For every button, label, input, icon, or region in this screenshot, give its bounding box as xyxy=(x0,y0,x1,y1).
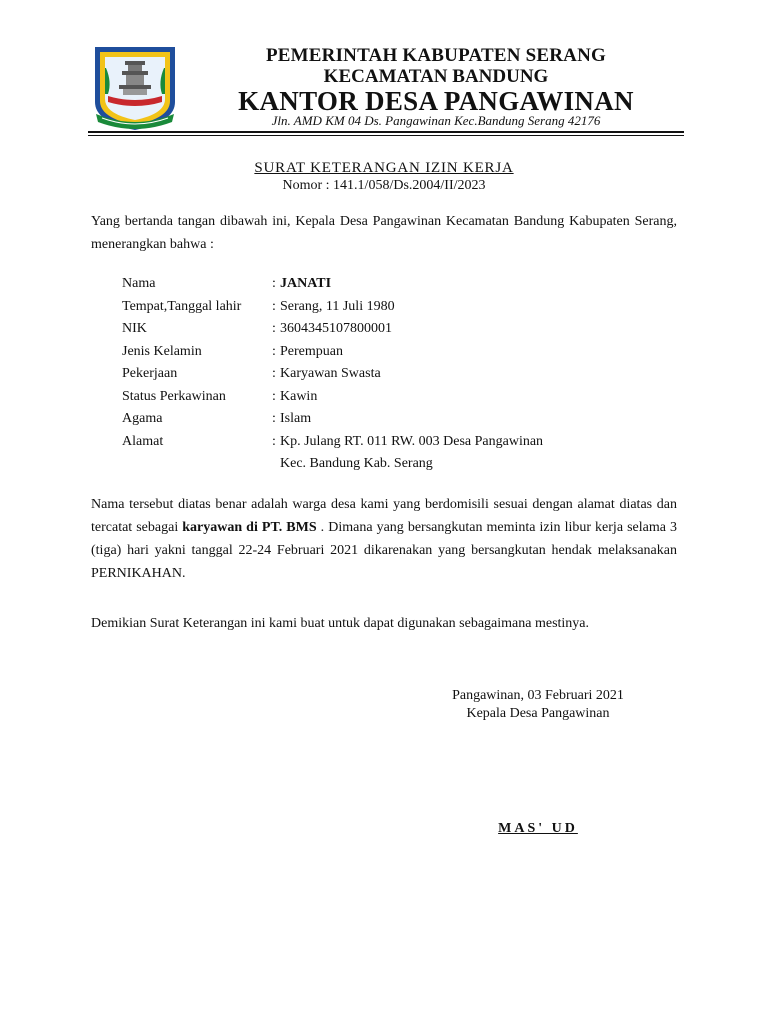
field-row-gender xyxy=(122,341,543,364)
field-label: Status Perkawinan xyxy=(122,388,226,404)
signature-title: Kepala Desa Pangawinan xyxy=(466,706,610,721)
field-value: Kawin xyxy=(280,388,318,404)
letterhead-divider-thin xyxy=(88,135,684,136)
field-label: Tempat,Tanggal lahir xyxy=(122,298,242,314)
document-title: SURAT KETERANGAN IZIN KERJA xyxy=(254,160,514,176)
field-colon: : xyxy=(272,433,276,449)
field-colon: : xyxy=(272,343,276,359)
field-label-empty xyxy=(122,453,272,476)
field-row-nik xyxy=(122,318,543,341)
letterhead-government: PEMERINTAH KABUPATEN SERANG xyxy=(265,45,607,66)
field-colon: : xyxy=(272,411,276,426)
field-value: 3604345107800001 xyxy=(280,321,392,336)
field-label: Nama xyxy=(122,276,156,291)
signature-place-date: Pangawinan, 03 Februari 2021 xyxy=(452,688,624,703)
field-label: Alamat xyxy=(122,433,164,449)
statement-text: Nama tersebut diatas benar adalah warga desa kami yang berdomisili sesuai dengan alamat diatas dan tercatat sebagai xyxy=(91,497,677,535)
field-row-address xyxy=(122,431,543,454)
letterhead-address: Jln. AMD KM 04 Ds. Pangawinan Kec.Bandung Serang 42176 xyxy=(271,113,601,128)
field-label: Pekerjaan xyxy=(122,366,178,381)
field-value: Karyawan Swasta xyxy=(280,366,381,381)
field-label: NIK xyxy=(122,321,147,336)
field-row-occupation xyxy=(122,363,543,386)
field-colon: : xyxy=(272,366,276,381)
intro-paragraph: Yang bertanda tangan dibawah ini, Kepala Desa Pangawinan Kecamatan Bandung Kabupaten Serang, menerangkan bahwa : xyxy=(91,214,677,252)
letterhead-district: KECAMATAN BANDUNG xyxy=(323,66,549,87)
field-row-birth xyxy=(122,296,543,319)
field-row-address-continued xyxy=(122,453,543,476)
field-value: Kp. Julang RT. 011 RW. 003 Desa Pangawinan xyxy=(280,433,544,449)
employer-text: karyawan di PT. BMS xyxy=(182,520,317,535)
letterhead-office: KANTOR DESA PANGAWINAN xyxy=(238,86,634,116)
field-row-name xyxy=(122,273,543,296)
field-label: Agama xyxy=(122,411,163,426)
field-label: Jenis Kelamin xyxy=(122,343,202,359)
field-value: Islam xyxy=(280,411,312,426)
field-row-religion xyxy=(122,408,543,431)
identity-table xyxy=(122,273,543,476)
field-value: Kec. Bandung Kab. Serang xyxy=(280,456,433,471)
regency-crest-logo xyxy=(92,44,178,132)
letterhead-divider-thick xyxy=(88,131,684,133)
field-colon: : xyxy=(272,388,276,404)
closing-paragraph: Demikian Surat Keterangan ini kami buat untuk dapat digunakan sebagaimana mestinya. xyxy=(91,616,590,631)
field-row-marital xyxy=(122,386,543,409)
field-value: Serang, 11 Juli 1980 xyxy=(280,298,395,314)
document-number: Nomor : 141.1/058/Ds.2004/II/2023 xyxy=(282,178,486,193)
field-colon: : xyxy=(272,298,276,314)
field-value: Perempuan xyxy=(280,343,343,359)
signatory-name: MAS' UD xyxy=(498,821,578,836)
statement-text-continued: . Dimana yang bersangkutan meminta izin libur kerja selama 3 (tiga) hari yakni tanggal 22-24 Februari 2021 dikarenakan yang bersangkutan hendak melaksanakan PERNIKAHAN. xyxy=(91,520,677,581)
field-value: JANATI xyxy=(280,276,332,291)
field-colon: : xyxy=(272,276,276,291)
statement-paragraph xyxy=(91,493,677,585)
field-colon: : xyxy=(272,321,276,336)
